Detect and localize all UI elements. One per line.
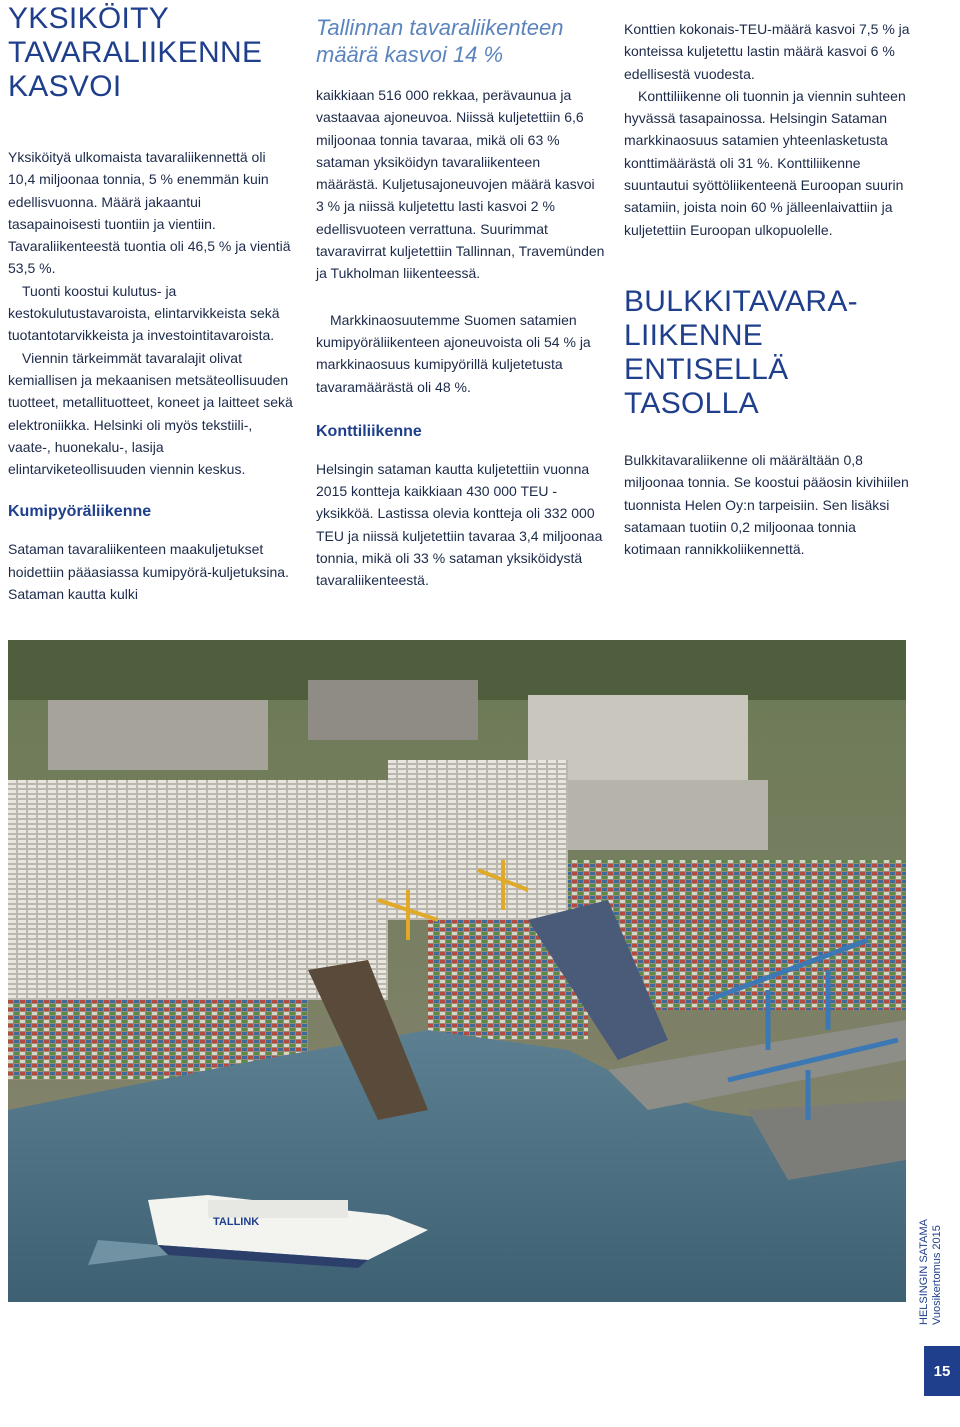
column-right xyxy=(624,0,916,560)
paragraph: kaikkiaan 516 000 rekkaa, perävaunua ja vastaavaa ajoneuvoa. Niissä kuljetettiin 6,6 miljoonaa tonnia tavaraa, mikä oli 63 % sataman yksiköidyn tavaraliikenteen määrästä. Kuljetusajoneuvojen määrä kasvoi 3 % ja niissä kuljetettu lasti kasvoi 2 % edellisvuoteen verrattuna. Suurimmat tavaravirrat kuljetettiin Tallinnan, Travemünden ja Tukholman liikenteessä. xyxy=(316,87,605,282)
paragraph: Sataman tavaraliikenteen maakuljetukset hoidettiin pääasiassa kumipyörä-kuljetuksina. Sataman kautta kulki xyxy=(8,541,289,603)
port-aerial-illustration xyxy=(8,640,906,1302)
footer-report: Vuosikertomus 2015 xyxy=(931,1225,943,1325)
paragraph: Tuonti koostui kulutus- ja kestokulutustavaroista, elintarvikkeista sekä tuotantotarvikkeista ja investointitavaroista. xyxy=(8,282,280,344)
heading-line: BULKKITAVARA- xyxy=(624,284,858,318)
footer-running-head xyxy=(918,1219,960,1326)
section-heading-unit-traffic xyxy=(8,2,296,104)
paragraph: Yksiköityä ulkomaista tavaraliikennettä oli 10,4 miljoonaa tonnia, 5 % enemmän kuin edellisvuonna. Määrä jakaantui tasapainoisesti tuontiin ja vientiin. Tavaraliikenteestä tuontia oli 46,5 % ja vientiä 53,5 %. xyxy=(8,149,291,277)
paragraph: Konttiliikenne oli tuonnin ja viennin suhteen hyvässä tasapainossa. Helsingin Sataman markkinaosuus satamien yhteenlasketusta konttimäärästä oli 31 %. Konttiliikenne suuntautui syöttöliikenteenä Euroopan suurin satamiin, joista noin 60 % jälleenlaivattiin ja kuljetettiin Euroopan ulkopuolelle. xyxy=(624,87,906,238)
footer-text xyxy=(918,1219,944,1325)
paragraph: Viennin tärkeimmät tavaralajit olivat kemiallisen ja mekaanisen metsäteollisuuden tuotteet, metallituotteet, koneet ja laitteet sekä elektroniikka. Helsinki oli myös tekstiili-, vaate-, huonekalu-, lasija elintarviketeollisuuden viennin keskus. xyxy=(8,349,293,478)
subheading-container-traffic: Konttiliikenne xyxy=(316,422,422,440)
paragraph: Markkinaosuutemme Suomen satamien kumipyöräliikenteen ajoneuvoista oli 54 % ja markkinaosuus kumipyörillä kuljetetusta tavaramäärästä oli 48 %. xyxy=(316,311,591,395)
heading-line: YKSIKÖITY xyxy=(8,2,170,35)
footer-publisher: HELSINGIN SATAMA xyxy=(918,1219,930,1325)
section-heading-tallinn xyxy=(316,14,606,68)
heading-line: LIIKENNE ENTISELLÄ xyxy=(624,318,789,386)
subheading-rubber-wheel-traffic: Kumipyöräliikenne xyxy=(8,503,152,521)
paragraph: Helsingin sataman kautta kuljetettiin vuonna 2015 kontteja kaikkiaan 430 000 TEU -yksikköä. Lastissa olevia kontteja oli 332 000 TEU ja niissä kuljetettiin tavaraa 3,4 miljoonaa tonnia, mikä oli 33 % sataman yksiköidystä tavaraliikenteestä. xyxy=(316,460,603,589)
section-heading-bulk-traffic xyxy=(624,285,916,421)
column-left xyxy=(8,0,296,605)
heading-line: TASOLLA xyxy=(624,386,759,420)
heading-line: määrä kasvoi 14 % xyxy=(316,42,504,67)
column-middle xyxy=(316,0,606,592)
ferry-name-label: TALLINK xyxy=(213,1216,260,1228)
heading-line: Tallinnan tavaraliikenteen xyxy=(316,15,564,40)
heading-line: TAVARALIIKENNE xyxy=(8,36,263,69)
paragraph: Bulkkitavaraliikenne oli määrältään 0,8 miljoonaa tonnia. Se koostui pääosin kivihiilen tuonnista Helen Oy:n tarpeisiin. Sen lisäksi satamaan tuotiin 0,2 miljoonaa tonnia kotimaan rannikkoliikennettä. xyxy=(624,451,909,558)
heading-line: KASVOI xyxy=(8,70,122,103)
port-aerial-photo xyxy=(8,640,906,1302)
paragraph: Konttien kokonais-TEU-määrä kasvoi 7,5 % ja konteissa kuljetettu lastin määrä kasvoi 6 % edellisestä vuodesta. xyxy=(624,21,910,82)
page-number: 15 xyxy=(924,1346,960,1396)
